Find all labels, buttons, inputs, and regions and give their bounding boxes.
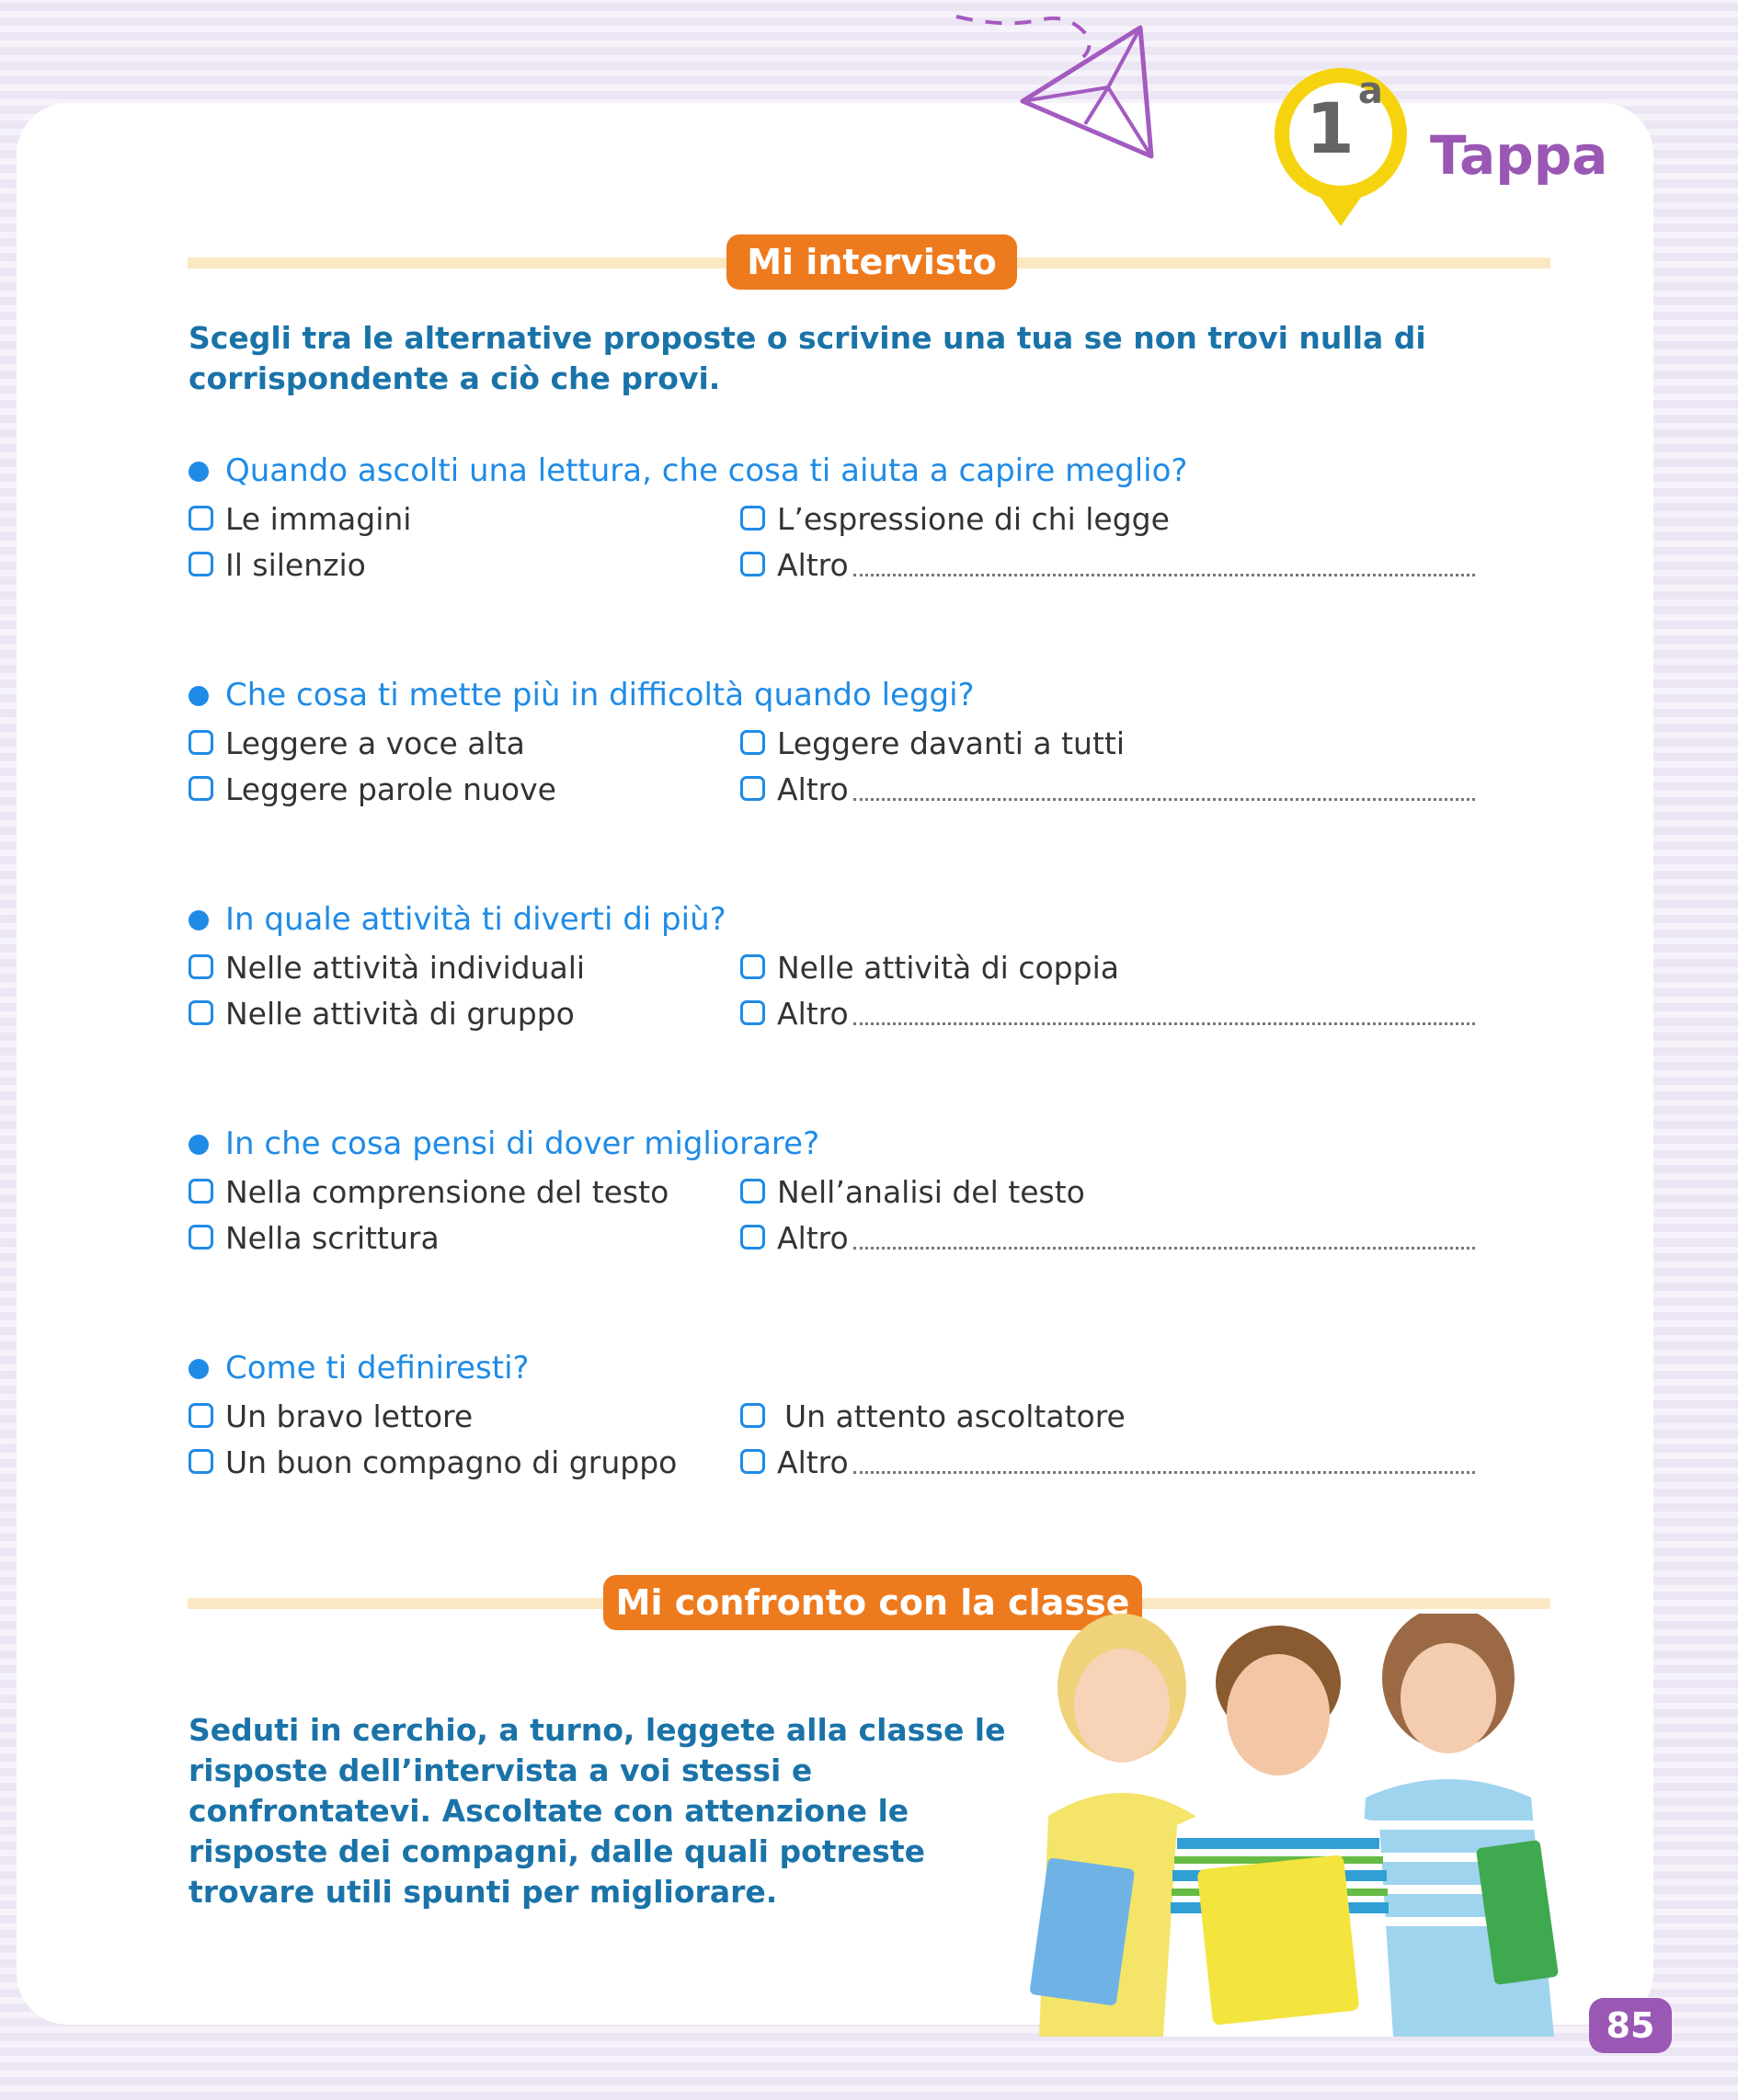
bullet-icon [189, 1359, 209, 1379]
stage-number: 1 $^a$ [1306, 69, 1383, 169]
checkbox[interactable] [740, 1449, 765, 1474]
question-text: In quale attività ti diverti di più? [225, 901, 726, 938]
checkbox[interactable] [189, 506, 213, 531]
checkbox[interactable] [189, 954, 213, 979]
write-in-line[interactable] [853, 1247, 1475, 1250]
class-discussion-text: Seduti in cerchio, a turno, leggete alla classe le risposte dell’intervista a voi stessi e confrontatevi. Ascoltate con attenzione le risposte dei compagni, dalle quali potreste trovare utili spunti per migliorare. [189, 1712, 1006, 1910]
children-with-books-illustration [984, 1614, 1618, 2037]
question-1: Quando ascolti una lettura, che cosa ti aiuta a capire meglio? Le immagini L’espressione di chi legge Il silenzio Altro [189, 448, 1549, 494]
question-text: Come ti definiresti? [225, 1350, 530, 1387]
instructions: Scegli tra le alternative proposte o scrivine una tua se non trovi nulla di corrispondente a ciò che provi. [189, 320, 1426, 396]
checkbox[interactable] [740, 1225, 765, 1250]
checkbox[interactable] [740, 506, 765, 531]
checkbox[interactable] [189, 776, 213, 801]
bullet-icon [189, 686, 209, 706]
write-in-line[interactable] [853, 1022, 1475, 1025]
checkbox[interactable] [740, 1179, 765, 1204]
question-text: In che cosa pensi di dover migliorare? [225, 1125, 820, 1162]
stage-label: Tappa [1430, 124, 1608, 187]
checkbox[interactable] [740, 552, 765, 576]
question-4: In che cosa pensi di dover migliorare? Nella comprensione del testo Nell’analisi del testo Nella scrittura Altro [189, 1121, 1549, 1167]
checkbox[interactable] [189, 1179, 213, 1204]
checkbox[interactable] [189, 1449, 213, 1474]
checkbox[interactable] [740, 730, 765, 755]
bullet-icon [189, 910, 209, 930]
checkbox[interactable] [740, 1403, 765, 1428]
question-3: In quale attività ti diverti di più? Nelle attività individuali Nelle attività di coppia Nelle attività di gruppo Altro [189, 896, 1549, 942]
write-in-line[interactable] [853, 1471, 1475, 1474]
question-text: Quando ascolti una lettura, che cosa ti aiuta a capire meglio? [225, 452, 1188, 489]
write-in-line[interactable] [853, 798, 1475, 801]
option-other[interactable]: Altro [740, 1215, 1549, 1261]
write-in-line[interactable] [853, 574, 1475, 576]
checkbox[interactable] [189, 730, 213, 755]
question-2: Che cosa ti mette più in difficoltà quando leggi? Leggere a voce alta Leggere davanti a tutti Leggere parole nuove Altro [189, 672, 1549, 718]
option-other[interactable]: Altro [740, 542, 1549, 588]
section-title-mi-confronto: Mi confronto con la classe [603, 1575, 1142, 1630]
paper-plane-icon [947, 0, 1186, 175]
checkbox[interactable] [740, 776, 765, 801]
option-other[interactable]: Altro [740, 767, 1549, 813]
bullet-icon [189, 1135, 209, 1155]
section-title-mi-intervisto: Mi intervisto [726, 234, 1017, 290]
option-other[interactable]: Altro [740, 991, 1549, 1037]
page-number: 85 [1589, 1998, 1672, 2053]
checkbox[interactable] [189, 1225, 213, 1250]
option-other[interactable]: Altro [740, 1440, 1549, 1486]
checkbox[interactable] [189, 552, 213, 576]
checkbox[interactable] [189, 1403, 213, 1428]
checkbox[interactable] [740, 1000, 765, 1025]
bullet-icon [189, 462, 209, 482]
question-text: Che cosa ti mette più in difficoltà quando leggi? [225, 677, 975, 713]
checkbox[interactable] [189, 1000, 213, 1025]
question-5: Come ti definiresti? Un bravo lettore Un attento ascoltatore Un buon compagno di gruppo Altro [189, 1345, 1549, 1391]
checkbox[interactable] [740, 954, 765, 979]
